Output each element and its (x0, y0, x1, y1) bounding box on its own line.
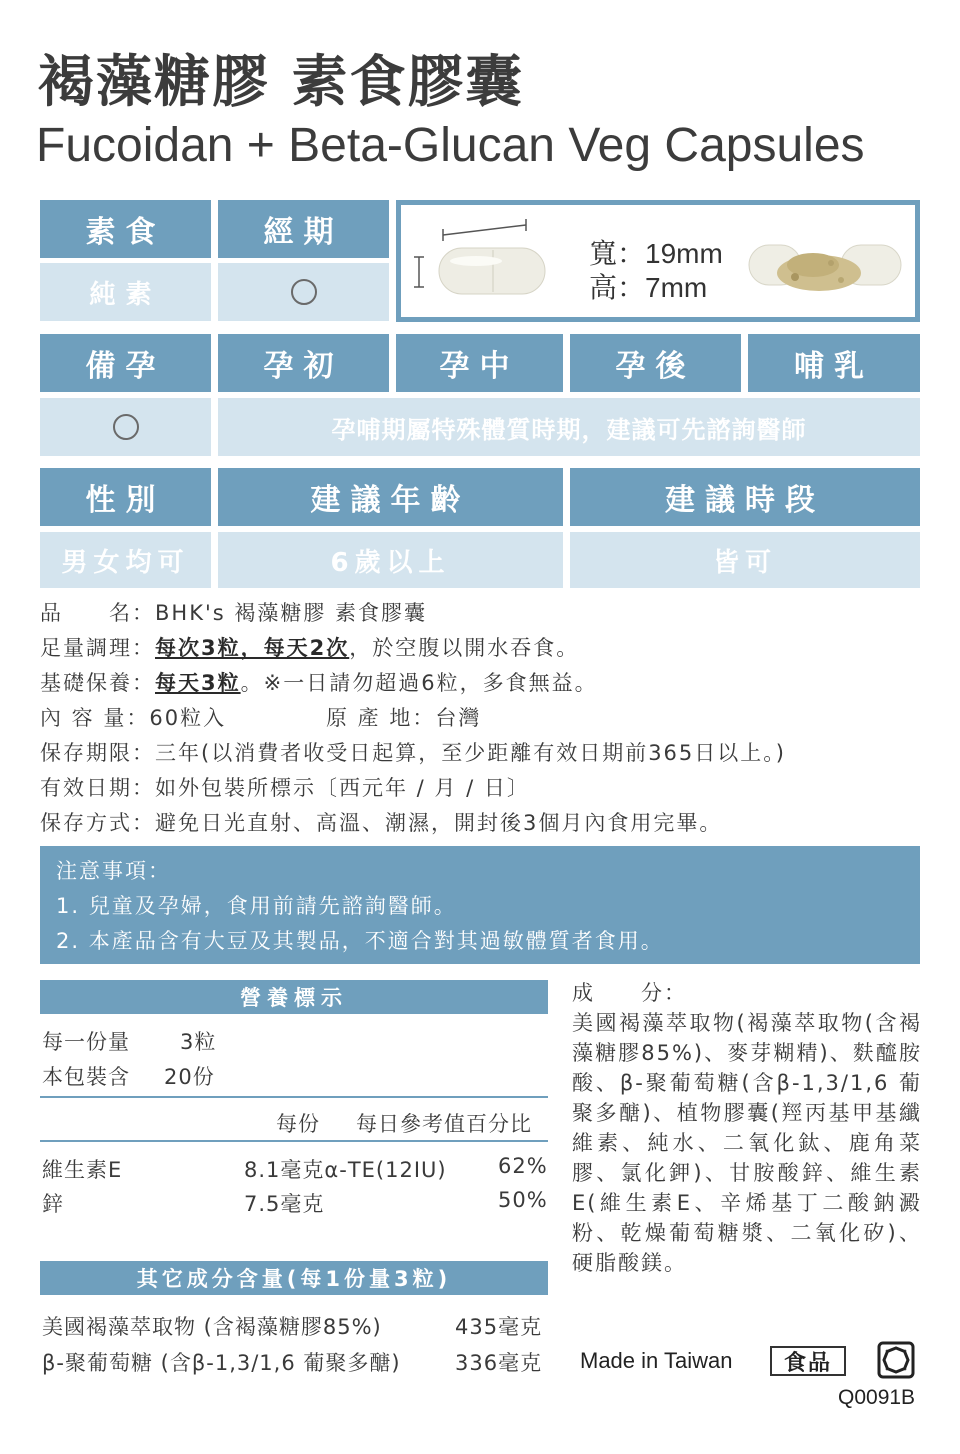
header-menstruation: 經期 (218, 200, 389, 258)
other-ingredient-amount: 336毫克 (455, 1351, 543, 1375)
divider (40, 1096, 548, 1098)
info-expiry: 有效日期：如外包裝所標示〔西元年 / 月 / 日〕 (40, 776, 530, 800)
capsule-width: 寬：19mm (589, 238, 723, 269)
info-content: 內 容 量：60粒入 (40, 706, 227, 730)
value-vegan: 純素 (40, 263, 211, 321)
notice-item: 1. 兒童及孕婦，食用前請先諮詢醫師。 (56, 894, 457, 918)
serving-size: 3粒 (180, 1030, 217, 1054)
info-origin: 原 產 地：台灣 (326, 706, 482, 730)
nutrient-dv: 50% (498, 1188, 548, 1212)
other-ingredient-name: β-聚葡萄糖 (含β-1,3/1,6 葡聚多醣) (42, 1351, 401, 1375)
nutrition-title: 營養標示 (40, 980, 548, 1014)
nutrient-dv: 62% (498, 1154, 548, 1178)
notice-item: 2. 本產品含有大豆及其製品，不適合對其過敏體質者食用。 (56, 929, 664, 953)
pregnancy-advice: 孕哺期屬特殊體質時期，建議可先諮詢醫師 (218, 398, 920, 456)
value-preconception (40, 398, 211, 456)
product-title-zh: 褐藻糖膠 素食膠囊 (38, 50, 524, 115)
header-preconception: 備孕 (40, 334, 211, 392)
divider (40, 1140, 548, 1142)
info-shelf-life: 保存期限：三年(以消費者收受日起算，至少距離有效日期前365日以上。) (40, 741, 786, 765)
product-code: Q0091B (838, 1386, 916, 1409)
header-recommended-time: 建議時段 (570, 468, 920, 526)
notice-title: 注意事項： (56, 859, 171, 883)
header-mid-pregnancy: 孕中 (396, 334, 563, 392)
info-dosage: 足量調理：每次3粒，每天2次，於空腹以開水吞食。 (40, 636, 580, 660)
header-early-pregnancy: 孕初 (218, 334, 389, 392)
info-name: 品 名：BHK's 褐藻糖膠 素食膠囊 (40, 601, 428, 625)
value-menstruation (218, 263, 389, 321)
header-recommended-age: 建議年齡 (218, 468, 563, 526)
other-ingredient-amount: 435毫克 (455, 1315, 543, 1339)
ingredients-block (572, 978, 922, 1278)
circle-mark-icon (291, 279, 317, 305)
col-daily-value: 每日參考值百分比 (356, 1112, 532, 1136)
ingredients-text: 美國褐藻萃取物(褐藻萃取物(含褐藻糖膠85%)、麥芽糊精)、麩醯胺酸、β-聚葡萄糖(含β-1,3/1,6 葡聚多醣)、植物膠囊(羥丙基甲基纖維素、純水、二氧化鈦、鹿角菜膠、氯化鉀)、甘胺酸鋅、維生素E(維生素E、辛烯基丁二酸鈉澱粉、乾燥葡萄糖漿、二氧化矽)、硬脂酸鎂。 (572, 1011, 922, 1275)
nutrient-name: 鋅 (42, 1192, 64, 1216)
value-time: 皆可 (570, 532, 920, 588)
value-gender: 男女均可 (40, 532, 211, 588)
circle-mark-icon (113, 414, 139, 440)
other-ingredient-name: 美國褐藻萃取物 (含褐藻糖膠85%) (42, 1315, 382, 1339)
other-ingredients-title: 其它成分含量(每1份量3粒) (40, 1261, 548, 1295)
serving-size-label: 每一份量 (42, 1030, 130, 1054)
info-basic-care: 基礎保養：每天3粒。※一日請勿超過6粒，多食無益。 (40, 671, 598, 695)
info-storage: 保存方式：避免日光直射、高溫、潮濕，開封後3個月內食用完畢。 (40, 811, 723, 835)
nutrient-amount: 8.1毫克α-TE(12IU) (244, 1158, 447, 1182)
made-in-label: Made in Taiwan (580, 1348, 733, 1373)
header-breastfeeding: 哺乳 (748, 334, 920, 392)
nutrient-amount: 7.5毫克 (244, 1192, 325, 1216)
header-gender: 性別 (40, 468, 211, 526)
header-postpartum: 孕後 (570, 334, 741, 392)
food-mark: 食品 (770, 1346, 846, 1376)
notice-box (40, 846, 920, 964)
col-per-serving: 每份 (276, 1112, 320, 1136)
product-title-en: Fucoidan + Beta-Glucan Veg Capsules (36, 119, 865, 172)
nutrient-name: 維生素E (42, 1158, 123, 1182)
recycle-icon (876, 1340, 916, 1384)
capsule-height: 高：7mm (589, 272, 708, 303)
header-vegan: 素食 (40, 200, 211, 258)
capsule-size-box (396, 200, 920, 322)
servings-per-pack: 20份 (164, 1065, 215, 1089)
ingredients-title: 成 分： (572, 981, 687, 1005)
servings-per-pack-label: 本包裝含 (42, 1065, 130, 1089)
value-age: 6歲以上 (218, 532, 563, 588)
